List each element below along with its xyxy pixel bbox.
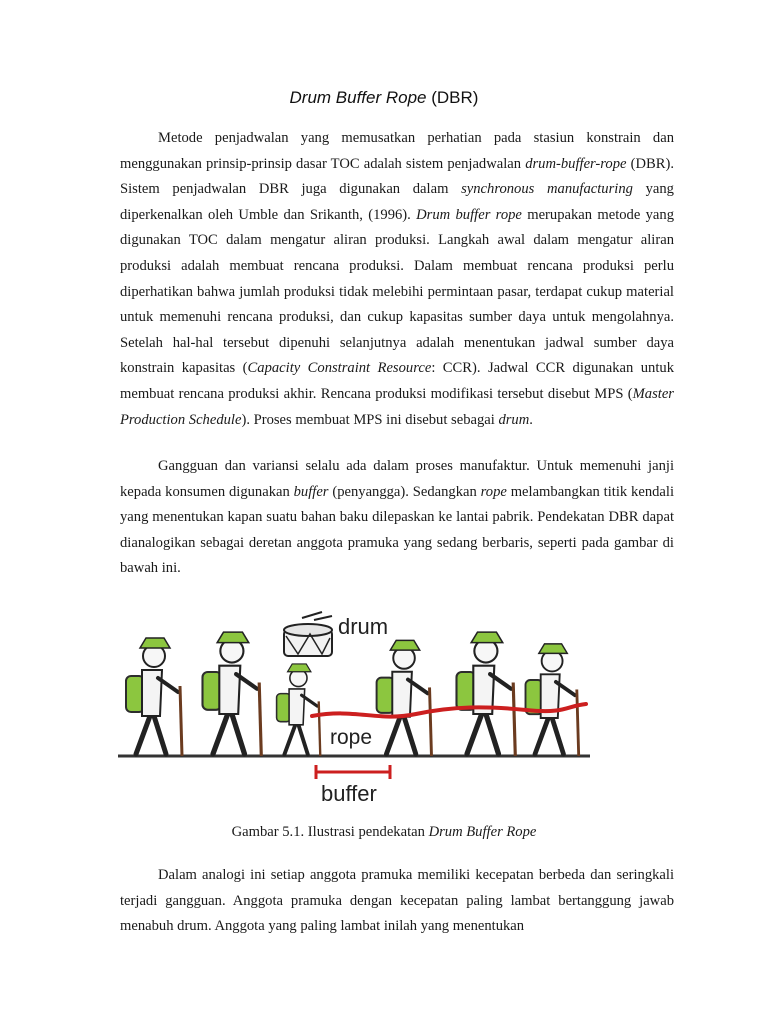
buffer-bracket (316, 765, 390, 779)
text-run: ). Proses membuat MPS ini disebut sebagai (241, 411, 499, 428)
text-run: (penyangga). Sedangkan (328, 483, 481, 500)
drum-label: drum (338, 614, 389, 639)
text-run: (DBR). Sistem penjadwalan DBR juga digunakan dalam (120, 155, 674, 198)
caption-plain: Gambar 5.1. Ilustrasi pendekatan (231, 824, 429, 840)
text-run: . (529, 411, 533, 428)
italic-term: Capacity Constraint Resource (247, 360, 432, 377)
text-run: : CCR). Jadwal CCR digunakan untuk membuat rencana produksi akhir. Rencana produksi modifikasi tersebut disebut MPS ( (120, 360, 675, 402)
hiker-figure (457, 632, 516, 756)
italic-term: buffer (293, 483, 329, 500)
text-run: Metode penjadwalan yang memusatkan perhatian pada stasiun konstrain dan menggunakan prinsip-prinsip dasar TOC adalah sistem penjadwalan (120, 130, 674, 172)
italic-term: Drum buffer rope (416, 206, 522, 223)
buffer-label: buffer (321, 781, 377, 806)
drum-icon (284, 612, 332, 656)
paragraph-2 (120, 454, 674, 582)
italic-term: drum (498, 411, 530, 428)
paragraph-1 (120, 126, 674, 433)
title-italic: Drum Buffer Rope (289, 88, 427, 107)
italic-term: rope (480, 483, 507, 500)
page-title (0, 88, 768, 108)
hiker-figure (203, 632, 262, 756)
text-run: melambangkan titik kendali yang menentukan kapan suatu bahan baku dilepaskan ke lantai pabrik. Pendekatan DBR dapat dianalogikan sebagai deretan anggota pramuka yang sedang berbaris, seperti pada gambar di bawah ini. (120, 483, 674, 577)
figure-caption (0, 824, 768, 841)
dbr-illustration (116, 610, 592, 806)
hiker-figure (526, 644, 579, 756)
text-run: Dalam analogi ini setiap anggota pramuka memiliki kecepatan berbeda dan seringkali terjadi gangguan. Anggota pramuka dengan kecepatan paling lambat bertanggung jawab menabuh drum. Anggota yang paling lambat inilah yang menentukan (120, 867, 674, 935)
hiker-figure (277, 664, 321, 756)
title-plain: (DBR) (426, 88, 479, 107)
caption-italic: Drum Buffer Rope (428, 824, 537, 840)
text-run: yang diperkenalkan oleh Umble dan Srikanth, (1996). (120, 181, 674, 223)
text-run: Gangguan dan variansi selalu ada dalam proses manufaktur. Untuk memenuhi janji kepada konsumen digunakan (120, 458, 674, 500)
rope-label: rope (330, 726, 373, 749)
hiker-figure (126, 638, 182, 756)
italic-term: Master Production Schedule (120, 385, 674, 428)
italic-term: drum-buffer-rope (525, 155, 627, 172)
text-run: merupakan metode yang digunakan TOC dalam mengatur aliran produksi. Langkah awal dalam mengatur aliran produksi adalah membuat rencana produksi. Dalam membuat rencana produksi perlu diperhatikan bahwa jumlah produksi tidak melebihi permintaan pasar, terdapat cukup material untuk memenuhi rencana produksi, dan cukup kapasitas sumber daya untuk mengolahnya. Setelah hal-hal tersebut dipenuhi selanjutnya adalah menentukan jadwal sumber daya konstrain kapasitas ( (120, 206, 675, 377)
hiker-figure (377, 640, 432, 756)
paragraph-3 (120, 863, 674, 940)
italic-term: synchronous manufacturing (461, 181, 633, 198)
